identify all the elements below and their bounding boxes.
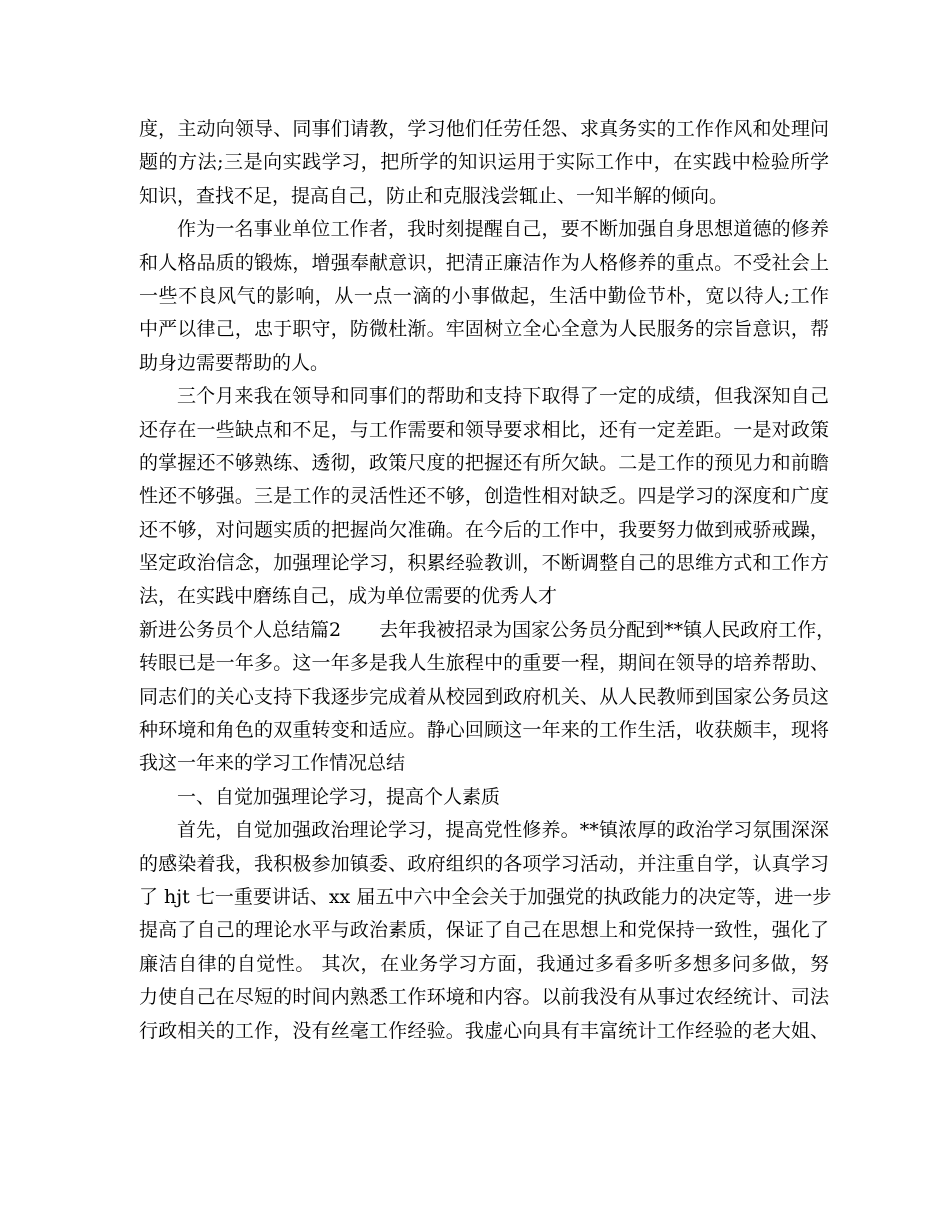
text-line: 一、自觉加强理论学习，提高个人素质	[177, 785, 501, 808]
text-line: 的感染着我，我积极参加镇委、政府组织的各项学习活动，并注重自学，认真学习	[139, 852, 829, 875]
text-line: 提高了自己的理论水平与政治素质，保证了自己在思想上和党保持一致性，强化了	[139, 919, 829, 942]
text-line: 种环境和角色的双重转变和适应。静心回顾这一年来的工作生活，收获颇丰，现将	[139, 719, 829, 742]
text-line: 首先，自觉加强政治理论学习，提高党性修养。**镇浓厚的政治学习氛围深深	[177, 819, 829, 842]
text-line: 一些不良风气的影响，从一点一滴的小事做起，生活中勤俭节朴，宽以待人;工作	[139, 284, 829, 307]
text-line: 了 hjt 七一重要讲话、xx 届五中六中全会关于加强党的执政能力的决定等，进一步	[139, 885, 832, 908]
text-line: 和人格品质的锻炼，增强奉献意识，把清正廉洁作为人格修养的重点。不受社会上	[139, 251, 829, 274]
text-line: 法，在实践中磨练自己，成为单位需要的优秀人才	[139, 585, 558, 608]
text-line: 助身边需要帮助的人。	[139, 351, 330, 374]
text-line: 新进公务员个人总结篇2 去年我被招录为国家公务员分配到**镇人民政府工作，	[139, 618, 836, 641]
text-line: 三个月来我在领导和同事们的帮助和支持下取得了一定的成绩，但我深知自己	[177, 385, 829, 408]
text-line: 力使自己在尽短的时间内熟悉工作环境和内容。以前我没有从事过农经统计、司法	[139, 986, 829, 1009]
text-line: 还不够，对问题实质的把握尚欠准确。在今后的工作中，我要努力做到戒骄戒躁，	[139, 518, 829, 541]
text-line: 廉洁自律的自觉性。 其次，在业务学习方面，我通过多看多听多想多问多做，努	[139, 952, 829, 975]
text-line: 性还不够强。三是工作的灵活性还不够，创造性相对缺乏。四是学习的深度和广度	[139, 485, 829, 508]
text-line: 度，主动向领导、同事们请教，学习他们任劳任怨、求真务实的工作作风和处理问	[139, 118, 829, 140]
text-line: 中严以律己，忠于职守，防微杜渐。牢固树立全心全意为人民服务的宗旨意识，帮	[139, 318, 829, 341]
text-line: 还存在一些缺点和不足，与工作需要和领导要求相比，还有一定差距。一是对政策	[139, 418, 829, 441]
text-line: 同志们的关心支持下我逐步完成着从校园到政府机关、从人民教师到国家公务员这	[139, 685, 829, 708]
text-line: 知识，查找不足，提高自己，防止和克服浅尝辄止、一知半解的倾向。	[139, 184, 729, 207]
text-line: 转眼已是一年多。这一年多是我人生旅程中的重要一程，期间在领导的培养帮助、	[139, 652, 829, 675]
text-line: 题的方法;三是向实践学习，把所学的知识运用于实际工作中，在实践中检验所学	[139, 151, 829, 174]
text-line: 作为一名事业单位工作者，我时刻提醒自己，要不断加强自身思想道德的修养	[177, 218, 829, 241]
text-line: 的掌握还不够熟练、透彻，政策尺度的把握还有所欠缺。二是工作的预见力和前瞻	[139, 451, 829, 474]
document-body	[139, 113, 836, 1048]
text-line: 坚定政治信念，加强理论学习，积累经验教训，不断调整自己的思维方式和工作方	[139, 552, 829, 575]
text-line: 行政相关的工作，没有丝毫工作经验。我虚心向具有丰富统计工作经验的老大姐、	[139, 1019, 829, 1042]
text-line: 我这一年来的学习工作情况总结	[139, 752, 406, 775]
